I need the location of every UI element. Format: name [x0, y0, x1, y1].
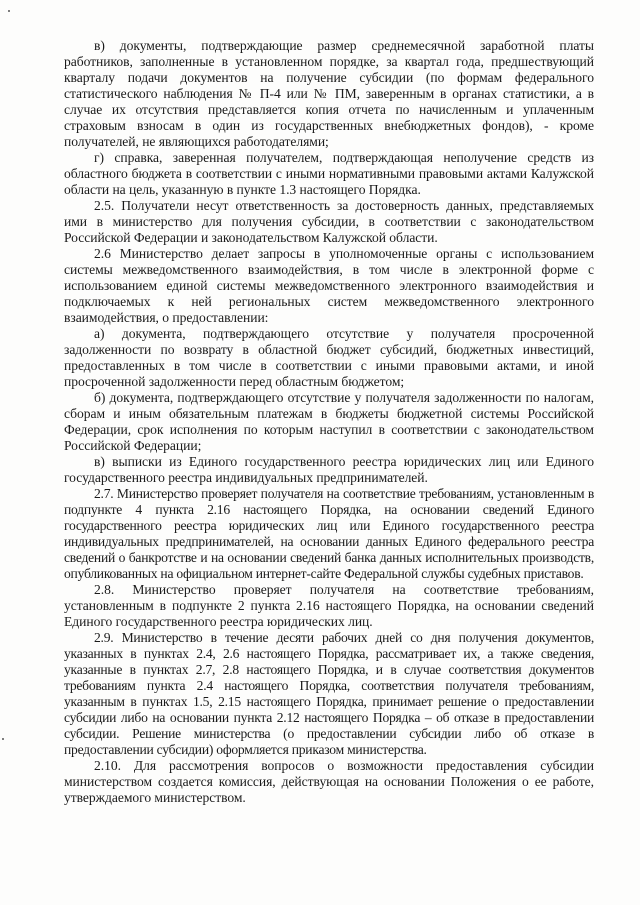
paragraph-2-9: 2.9. Министерство в течение десяти рабочих дней со дня получения документов, указанных в пунктах 2.4, 2.6 настоящего Порядка, рассматривает их, а также сведения, указанные в пунктах 2.7, 2.8 настоящего Порядка, и в случае соответствия документов требованиям пункта 2.4 настоящего Порядка, соответствия получателя требованиям, указанным в пунктах 1.5, 2.15 настоящего Порядка, принимает решение о предоставлении субсидии либо на основании пункта 2.12 настоящего Порядка – об отказе в предоставлении субсидии. Решение министерства (о предоставлении субсидии либо об отказе в предоставлении субсидии) оформляется приказом министерства. — [64, 630, 594, 757]
paragraph-2-10: 2.10. Для рассмотрения вопросов о возможности предоставления субсидии министерством создается комиссия, действующая на основании Положения о ее работе, утверждаемого министерством. — [64, 758, 594, 805]
paragraph-2-6-b: б) документа, подтверждающего отсутствие у получателя задолженности по налогам, сборам и иным обязательным платежам в бюджеты бюджетной системы Российской Федерации, срок исполнения по которым наступил в соответствии с законодательством Российской Федерации; — [64, 390, 594, 453]
paragraph-2-6-a: а) документа, подтверждающего отсутствие у получателя просроченной задолженности по возврату в областной бюджет субсидий, бюджетных инвестиций, предоставленных в том числе в соответствии с иными правовыми актами, и иной просроченной задолженности перед областным бюджетом; — [64, 326, 594, 389]
paragraph-2-4-v: в) документы, подтверждающие размер среднемесячной заработной платы работников, заполненные в установленном порядке, за квартал года, предшествующий кварталу подачи документов на получение субсидии (по формам федерального статистического наблюдения № П-4 или № ПМ, заверенным в органах статистики, а в случае их отсутствия представляется копия отчета по начисленным и уплаченным страховым взносам в один из государственных внебюджетных фондов), - кроме получателей, не являющихся работодателями; — [64, 38, 594, 149]
paragraph-2-4-g: г) справка, заверенная получателем, подтверждающая неполучение средств из областного бюджета в соответствии с иными нормативными правовыми актами Калужской области на цель, указанную в пункте 1.3 настоящего Порядка. — [64, 150, 594, 197]
paragraph-2-6: 2.6 Министерство делает запросы в уполномоченные органы с использованием системы межведомственного взаимодействия, в том числе в электронной форме с использованием единой системы межведомственного электронного взаимодействия и подключаемых к ней региональных систем межведомственного электронного взаимодействия, о предоставлении: — [64, 246, 594, 325]
paragraph-2-5: 2.5. Получатели несут ответственность за достоверность данных, представляемых ими в министерство для получения субсидии, в соответствии с законодательством Российской Федерации и законодательством Калужской области. — [64, 198, 594, 245]
document-body — [64, 38, 594, 806]
scan-speck — [8, 10, 10, 12]
paragraph-2-8: 2.8. Министерство проверяет получателя на соответствие требованиям, установленным в подпункте 2 пункта 2.16 настоящего Порядка, на основании сведений Единого государственного реестра юридических лиц. — [64, 582, 594, 629]
paragraph-2-6-v: в) выписки из Единого государственного реестра юридических лиц или Единого государственного реестра индивидуальных предпринимателей. — [64, 454, 594, 485]
scan-speck — [2, 738, 4, 740]
paragraph-2-7: 2.7. Министерство проверяет получателя на соответствие требованиям, установленным в подпункте 4 пункта 2.16 настоящего Порядка, на основании сведений Единого государственного реестра юридических лиц или Единого государственного реестра индивидуальных предпринимателей, на основании данных Единого федерального реестра сведений о банкротстве и на основании сведений банка данных исполнительных производств, опубликованных на официальном интернет-сайте Федеральной службы судебных приставов. — [64, 486, 594, 581]
